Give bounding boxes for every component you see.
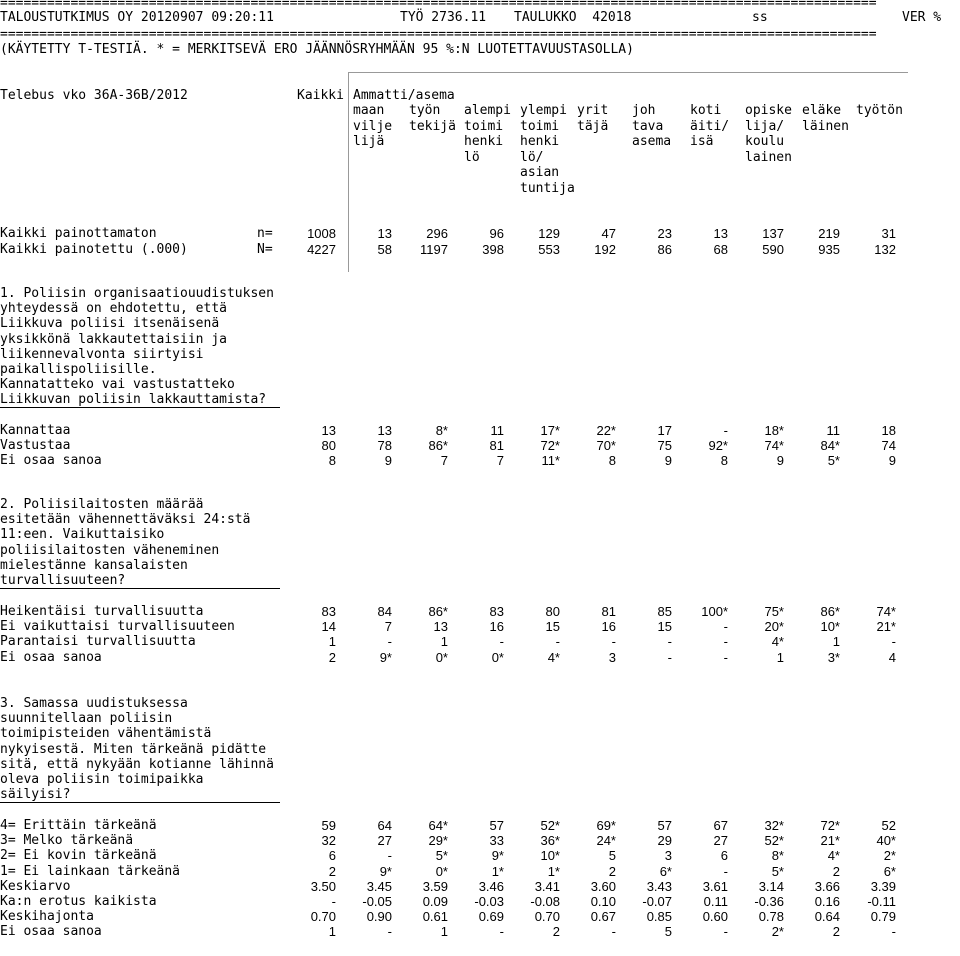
value-cell: 20* bbox=[764, 619, 784, 635]
value-cell: 7 bbox=[440, 453, 448, 469]
value-cell: 398 bbox=[482, 242, 504, 257]
value-cell: 3.43 bbox=[646, 878, 672, 894]
value-cell: 6* bbox=[883, 863, 896, 879]
value-cell: - bbox=[555, 634, 560, 650]
value-cell: 0.10 bbox=[590, 894, 616, 909]
question-text: liikennevalvonta siirtyisi bbox=[0, 346, 204, 362]
value-cell: 4* bbox=[547, 649, 560, 665]
value-cell: 9* bbox=[379, 649, 392, 665]
value-cell: 21* bbox=[876, 619, 896, 635]
value-cell: 9* bbox=[491, 848, 504, 864]
value-cell: 47 bbox=[601, 226, 616, 241]
value-cell: 78 bbox=[377, 438, 392, 454]
value-cell: 84* bbox=[820, 438, 840, 454]
value-cell: 86* bbox=[428, 604, 448, 619]
row-label: Ei osaa sanoa bbox=[0, 924, 102, 940]
total-cell: 1 bbox=[328, 924, 336, 940]
question-text: suunnitellaan poliisin bbox=[0, 711, 173, 727]
value-cell: 4* bbox=[771, 634, 784, 650]
value-cell: 8 bbox=[608, 453, 616, 469]
column-header: yrit täjä bbox=[577, 103, 609, 134]
row-label: Vastustaa bbox=[0, 438, 71, 454]
table-row bbox=[0, 226, 960, 241]
question-text: esitetään vähennettäväksi 24:stä bbox=[0, 512, 251, 528]
value-cell: 84 bbox=[377, 604, 392, 619]
question-text: mielestänne kansalaisten bbox=[0, 557, 188, 573]
value-cell: 7 bbox=[496, 453, 504, 469]
total-cell: 4227 bbox=[307, 242, 336, 257]
total-cell: 8 bbox=[328, 453, 336, 469]
row-label: Heikentäisi turvallisuutta bbox=[0, 604, 204, 619]
value-cell: - bbox=[499, 634, 504, 650]
value-cell: 2* bbox=[883, 848, 896, 864]
table-row bbox=[0, 453, 960, 468]
value-cell: 219 bbox=[818, 226, 840, 241]
value-cell: - bbox=[387, 634, 392, 650]
value-cell: 3.60 bbox=[590, 878, 616, 894]
value-cell: 16 bbox=[489, 619, 504, 635]
value-cell: 81 bbox=[489, 438, 504, 454]
value-cell: 553 bbox=[538, 242, 560, 257]
value-cell: 0.78 bbox=[758, 909, 784, 925]
table-row bbox=[0, 879, 960, 894]
header-rule-top: ================================================================================================================ bbox=[0, 0, 877, 8]
value-cell: 9 bbox=[384, 453, 392, 469]
total-cell: 1008 bbox=[307, 226, 336, 241]
column-header: maan vilje lijä bbox=[353, 103, 393, 149]
value-cell: 4* bbox=[827, 848, 840, 864]
value-cell: 132 bbox=[874, 242, 896, 257]
row-label: 3= Melko tärkeänä bbox=[0, 833, 134, 849]
column-header: koti äiti/ isä bbox=[690, 103, 730, 149]
value-cell: 5 bbox=[608, 848, 616, 864]
row-label: Keskihajonta bbox=[0, 909, 94, 925]
value-cell: 0.11 bbox=[703, 894, 728, 909]
question-text: 11:een. Vaikuttaisiko bbox=[0, 527, 165, 543]
total-cell: 6 bbox=[328, 848, 336, 864]
value-cell: 129 bbox=[538, 226, 560, 241]
value-cell: - bbox=[723, 924, 728, 940]
value-cell: 0.16 bbox=[814, 894, 840, 909]
value-cell: 5* bbox=[827, 453, 840, 469]
value-cell: 3.46 bbox=[478, 878, 504, 894]
value-cell: 11* bbox=[541, 453, 560, 469]
row-label: 4= Erittäin tärkeänä bbox=[0, 818, 157, 833]
question-text: turvallisuuteen? bbox=[0, 573, 126, 588]
value-cell: 0* bbox=[435, 649, 448, 665]
total-cell: 3.50 bbox=[310, 878, 336, 894]
value-cell: 69* bbox=[596, 818, 616, 833]
table-row bbox=[0, 909, 960, 924]
value-cell: 80 bbox=[545, 604, 560, 619]
value-cell: 9 bbox=[888, 453, 896, 469]
table-row bbox=[0, 864, 960, 879]
value-cell: -0.07 bbox=[642, 894, 672, 909]
table-row bbox=[0, 894, 960, 909]
value-cell: 0.90 bbox=[366, 909, 392, 925]
value-cell: -0.05 bbox=[362, 894, 392, 909]
value-cell: 1* bbox=[547, 863, 560, 879]
value-cell: 72* bbox=[540, 438, 560, 454]
question-underline bbox=[0, 407, 280, 408]
value-cell: 5* bbox=[771, 863, 784, 879]
value-cell: 22* bbox=[596, 423, 616, 438]
question-text: yksikkönä lakkautettaisiin ja bbox=[0, 331, 227, 347]
value-cell: 6 bbox=[720, 848, 728, 864]
value-cell: - bbox=[723, 423, 728, 438]
value-cell: - bbox=[611, 924, 616, 940]
question-text: paikallispoliisille. bbox=[0, 362, 157, 377]
value-cell: 137 bbox=[762, 226, 784, 241]
value-cell: 17 bbox=[657, 423, 672, 438]
value-cell: 3.14 bbox=[758, 878, 784, 894]
value-cell: 75 bbox=[657, 438, 672, 454]
column-header: ylempi toimi henki lö/ asian tuntija bbox=[520, 103, 575, 196]
row-label: 2= Ei kovin tärkeänä bbox=[0, 848, 157, 864]
value-cell: 27 bbox=[713, 833, 728, 849]
value-cell: 3.45 bbox=[366, 878, 392, 894]
value-cell: 31 bbox=[881, 226, 896, 241]
total-cell: 2 bbox=[328, 863, 336, 879]
question-text: 1. Poliisin organisaatiouudistuksen bbox=[0, 286, 274, 301]
value-cell: 75* bbox=[764, 604, 784, 619]
value-cell: 67 bbox=[713, 818, 728, 833]
question-text: nykyisestä. Miten tärkeänä pidätte bbox=[0, 741, 267, 757]
value-cell: 3.61 bbox=[702, 878, 728, 894]
column-header: opiske lija/ koulu lainen bbox=[745, 103, 792, 165]
value-cell: 13 bbox=[433, 619, 448, 635]
value-cell: 8* bbox=[435, 423, 448, 438]
banner-top-line bbox=[348, 72, 908, 73]
value-cell: 3* bbox=[827, 649, 840, 665]
column-header: työn tekijä bbox=[409, 103, 456, 134]
question-text: poliisilaitosten väheneminen bbox=[0, 542, 220, 558]
value-cell: 68 bbox=[713, 242, 728, 257]
table-number: TAULUKKO 42018 bbox=[514, 10, 632, 25]
value-cell: 18 bbox=[881, 423, 896, 438]
value-cell: 7 bbox=[384, 619, 392, 635]
question-text: oleva poliisin toimipaikka bbox=[0, 772, 204, 787]
row-label: Ka:n erotus kaikista bbox=[0, 894, 157, 909]
header-rule-bottom: ================================================================================================================ bbox=[0, 31, 877, 39]
row-label: Kaikki painotettu (.000) bbox=[0, 242, 188, 257]
value-cell: 16 bbox=[601, 619, 616, 635]
question-text: Kannatatteko vai vastustatteko bbox=[0, 377, 235, 393]
value-cell: 9 bbox=[664, 453, 672, 469]
row-label: Keskiarvo bbox=[0, 878, 71, 894]
value-cell: 0.09 bbox=[422, 894, 448, 909]
value-cell: 9* bbox=[379, 863, 392, 879]
value-cell: 92* bbox=[708, 438, 728, 454]
total-cell: 80 bbox=[321, 438, 336, 454]
value-cell: 0.69 bbox=[478, 909, 504, 925]
row-label: Kaikki painottamaton bbox=[0, 226, 157, 241]
value-cell: 24* bbox=[596, 833, 616, 849]
value-cell: 8 bbox=[720, 453, 728, 469]
value-cell: 3.66 bbox=[814, 878, 840, 894]
value-cell: 57 bbox=[657, 818, 672, 833]
value-cell: 0.85 bbox=[646, 909, 672, 925]
table-row bbox=[0, 423, 960, 438]
value-cell: - bbox=[499, 924, 504, 940]
value-cell: - bbox=[387, 924, 392, 940]
value-cell: 8* bbox=[771, 848, 784, 864]
value-cell: 192 bbox=[594, 242, 616, 257]
value-cell: 296 bbox=[426, 226, 448, 241]
value-cell: 57 bbox=[489, 818, 504, 833]
value-cell: - bbox=[611, 634, 616, 650]
value-cell: 52 bbox=[881, 818, 896, 833]
value-cell: 27 bbox=[377, 833, 392, 849]
table-row bbox=[0, 242, 960, 257]
value-cell: 11 bbox=[490, 423, 504, 438]
table-row bbox=[0, 924, 960, 939]
value-cell: 64 bbox=[377, 818, 392, 833]
row-label: Kannattaa bbox=[0, 423, 71, 438]
value-cell: 1 bbox=[440, 924, 448, 940]
value-cell: 36* bbox=[540, 833, 560, 849]
value-cell: - bbox=[723, 634, 728, 650]
value-cell: 85 bbox=[657, 604, 672, 619]
value-cell: 86* bbox=[820, 604, 840, 619]
value-cell: 935 bbox=[818, 242, 840, 257]
total-cell: 2 bbox=[328, 649, 336, 665]
value-cell: -0.08 bbox=[530, 894, 560, 909]
value-cell: 100* bbox=[701, 604, 728, 619]
table-row bbox=[0, 833, 960, 848]
value-cell: 15 bbox=[657, 619, 672, 635]
value-cell: 5* bbox=[435, 848, 448, 864]
total-cell: 83 bbox=[321, 604, 336, 619]
total-cell: 32 bbox=[321, 833, 336, 849]
value-cell: 2 bbox=[832, 924, 840, 940]
value-cell: - bbox=[891, 924, 896, 940]
value-cell: 0* bbox=[435, 863, 448, 879]
value-cell: 29* bbox=[428, 833, 448, 849]
value-cell: 72* bbox=[820, 818, 840, 833]
question-underline bbox=[0, 802, 280, 803]
value-cell: - bbox=[891, 634, 896, 650]
value-cell: 2 bbox=[608, 863, 616, 879]
value-cell: 0* bbox=[491, 649, 504, 665]
row-label: Ei vaikuttaisi turvallisuuteen bbox=[0, 619, 235, 635]
value-cell: 590 bbox=[762, 242, 784, 257]
column-header: työtön bbox=[856, 103, 903, 118]
row-label: Parantaisi turvallisuutta bbox=[0, 634, 196, 650]
value-cell: 32* bbox=[764, 818, 784, 833]
value-cell: 1197 bbox=[420, 242, 448, 257]
value-cell: -0.36 bbox=[754, 894, 784, 909]
value-cell: 74 bbox=[881, 438, 896, 454]
value-cell: 70* bbox=[596, 438, 616, 454]
question-text: 2. Poliisilaitosten määrää bbox=[0, 497, 204, 512]
value-cell: 40* bbox=[876, 833, 896, 849]
value-cell: 81 bbox=[601, 604, 616, 619]
column-header: joh tava asema bbox=[632, 103, 672, 149]
value-cell: 0.79 bbox=[870, 909, 896, 925]
value-cell: 10* bbox=[820, 619, 840, 635]
value-cell: 0.67 bbox=[590, 909, 616, 925]
value-cell: 10* bbox=[540, 848, 560, 864]
ss-label: ss bbox=[752, 10, 768, 25]
base-symbol: n= bbox=[257, 226, 273, 241]
total-cell: 14 bbox=[321, 619, 336, 635]
value-cell: 96 bbox=[489, 226, 504, 241]
value-cell: - bbox=[387, 848, 392, 864]
question-text: 3. Samassa uudistuksessa bbox=[0, 696, 188, 711]
value-cell: -0.03 bbox=[474, 894, 504, 909]
value-cell: 1* bbox=[491, 863, 504, 879]
value-cell: 13 bbox=[377, 423, 392, 438]
value-cell: 13 bbox=[713, 226, 728, 241]
value-cell: - bbox=[723, 863, 728, 879]
value-cell: 0.60 bbox=[702, 909, 728, 925]
value-cell: 11 bbox=[826, 423, 840, 438]
table-row bbox=[0, 650, 960, 665]
value-cell: 58 bbox=[377, 242, 392, 257]
value-cell: 1 bbox=[776, 649, 784, 665]
question-text: toimipisteiden vähentämistä bbox=[0, 726, 212, 742]
base-symbol: N= bbox=[257, 242, 273, 257]
version-label: VER % bbox=[902, 10, 942, 25]
value-cell: 52* bbox=[764, 833, 784, 849]
value-cell: - bbox=[723, 649, 728, 665]
report-title: TALOUSTUTKIMUS OY 20120907 09:20:11 bbox=[0, 10, 274, 25]
value-cell: 21* bbox=[820, 833, 840, 849]
value-cell: 52* bbox=[540, 818, 560, 833]
question-text: säilyisi? bbox=[0, 787, 71, 803]
total-cell: 1 bbox=[328, 634, 336, 650]
value-cell: 64* bbox=[428, 818, 448, 833]
table-row bbox=[0, 604, 960, 619]
table-row bbox=[0, 848, 960, 863]
column-header: alempi toimi henki lö bbox=[464, 103, 511, 165]
value-cell: 3.39 bbox=[870, 878, 896, 894]
question-text: Liikkuvan poliisin lakkauttamista? bbox=[0, 392, 267, 408]
group-header: Ammatti/asema bbox=[353, 88, 455, 103]
total-cell: 13 bbox=[321, 423, 336, 438]
value-cell: 6* bbox=[659, 863, 672, 879]
value-cell: 15 bbox=[545, 619, 560, 635]
value-cell: 3.59 bbox=[422, 878, 448, 894]
total-cell: - bbox=[331, 894, 336, 909]
question-underline bbox=[0, 588, 280, 589]
value-cell: 2 bbox=[832, 863, 840, 879]
value-cell: 83 bbox=[489, 604, 504, 619]
significance-note: (KÄYTETTY T-TESTIÄ. * = MERKITSEVÄ ERO JÄÄNNÖSRYHMÄÄN 95 %:N LUOTETTAVUUSTASOLLA) bbox=[0, 42, 634, 57]
table-row bbox=[0, 438, 960, 453]
value-cell: - bbox=[667, 634, 672, 650]
value-cell: 9 bbox=[776, 453, 784, 469]
value-cell: 33 bbox=[489, 833, 504, 849]
value-cell: 1 bbox=[440, 634, 448, 650]
table-row bbox=[0, 619, 960, 634]
question-text: yhteydessä on ehdotettu, että bbox=[0, 301, 227, 317]
total-cell: 59 bbox=[321, 818, 336, 833]
question-text: sitä, että nykyään kotianne lähinnä bbox=[0, 756, 274, 772]
value-cell: 86* bbox=[428, 438, 448, 454]
job-number: TYÖ 2736.11 bbox=[400, 10, 487, 25]
row-label: Ei osaa sanoa bbox=[0, 453, 102, 469]
value-cell: 0.61 bbox=[422, 909, 448, 925]
value-cell: 3 bbox=[608, 649, 616, 665]
value-cell: 74* bbox=[876, 604, 896, 619]
row-label: 1= Ei lainkaan tärkeänä bbox=[0, 863, 181, 879]
question-text: Liikkuva poliisi itsenäisenä bbox=[0, 316, 220, 332]
table-row bbox=[0, 634, 960, 649]
value-cell: 2 bbox=[552, 924, 560, 940]
value-cell: 3.41 bbox=[534, 878, 560, 894]
value-cell: 17* bbox=[540, 423, 560, 438]
value-cell: 3 bbox=[664, 848, 672, 864]
row-label: Ei osaa sanoa bbox=[0, 649, 102, 665]
total-cell: 0.70 bbox=[310, 909, 336, 925]
column-header: eläke läinen bbox=[802, 103, 849, 134]
total-column-header: Kaikki bbox=[297, 88, 344, 103]
value-cell: 0.64 bbox=[814, 909, 840, 925]
value-cell: 18* bbox=[764, 423, 784, 438]
value-cell: 74* bbox=[764, 438, 784, 454]
value-cell: - bbox=[667, 649, 672, 665]
table-row bbox=[0, 818, 960, 833]
value-cell: 23 bbox=[657, 226, 672, 241]
value-cell: 13 bbox=[377, 226, 392, 241]
value-cell: 2* bbox=[771, 924, 784, 940]
value-cell: 86 bbox=[657, 242, 672, 257]
survey-name: Telebus vko 36A-36B/2012 bbox=[0, 88, 188, 103]
value-cell: 0.70 bbox=[534, 909, 560, 925]
value-cell: 5 bbox=[664, 924, 672, 940]
value-cell: -0.11 bbox=[867, 894, 896, 909]
value-cell: 1 bbox=[832, 634, 840, 650]
value-cell: 4 bbox=[888, 649, 896, 665]
value-cell: - bbox=[723, 619, 728, 635]
value-cell: 29 bbox=[657, 833, 672, 849]
